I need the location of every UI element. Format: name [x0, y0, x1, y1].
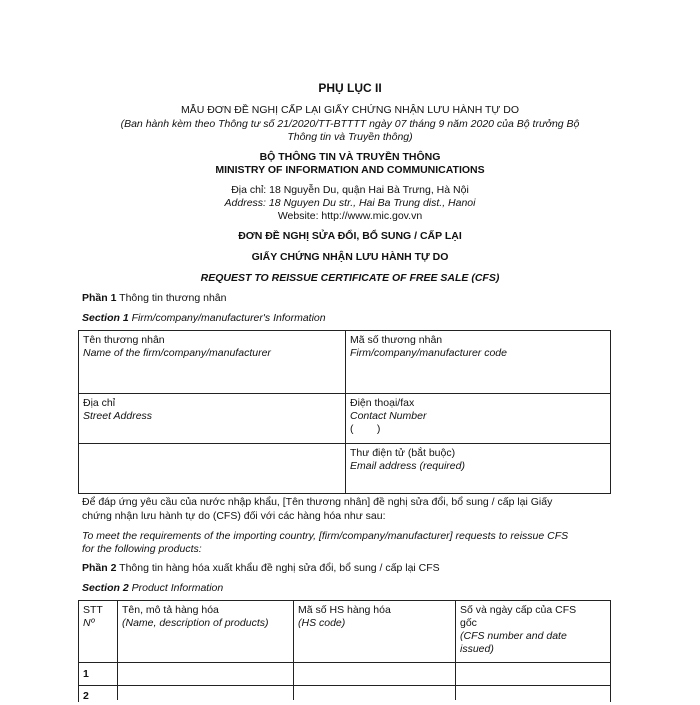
ministry-vi: BỘ THÔNG TIN VÀ TRUYỀN THÔNG: [259, 151, 441, 163]
table1-divider-row2: [78, 443, 611, 444]
table-row: 2: [83, 690, 89, 702]
section2-label: Section 2: [82, 582, 129, 594]
request-paragraph-vi-line2: chứng nhận lưu hành tự do (CFS) đối với các hàng hóa như sau:: [82, 510, 386, 522]
col-stt-header: [80, 602, 116, 632]
section1-title: Firm/company/manufacturer's Information: [128, 312, 326, 324]
part2-title: Thông tin hàng hóa xuất khẩu đề nghị sửa đổi, bổ sung / cấp lại CFS: [116, 562, 440, 574]
col-hs-code-label-en: (HS code): [298, 617, 346, 629]
table1-divider-vertical: [345, 330, 346, 494]
website: Website: http://www.mic.gov.vn: [277, 210, 423, 222]
form-title: MẪU ĐƠN ĐỀ NGHỊ CẤP LẠI GIẤY CHỨNG NHẬN LƯU HÀNH TỰ DO: [180, 104, 520, 116]
firm-email-label-en: Email address (required): [350, 460, 465, 472]
firm-email-label-vi: Thư điện tử (bắt buộc): [350, 447, 456, 459]
address-en: Address: 18 Nguyen Du str., Hai Ba Trung dist., Hanoi: [224, 197, 476, 209]
request-title-vi-line1: ĐƠN ĐỀ NGHỊ SỬA ĐỔI, BỔ SUNG / CẤP LẠI: [238, 230, 462, 242]
firm-phone-value: ( ): [350, 423, 381, 435]
col-cfs-label-en-line2: issued): [460, 643, 494, 655]
request-paragraph-en-line2: for the following products:: [82, 543, 202, 555]
firm-phone-label-en: Contact Number: [350, 410, 427, 422]
table1-divider-row1: [78, 393, 611, 394]
col-hs-code-header: [295, 602, 453, 632]
issued-note-line1: (Ban hành kèm theo Thông tư số 21/2020/TT-BTTTT ngày 07 tháng 9 năm 2020 của Bộ trưởng Bộ: [120, 118, 580, 130]
part1-title: Thông tin thương nhân: [116, 292, 227, 304]
col-stt-label-vi: STT: [83, 604, 103, 616]
firm-phone-label-vi: Điện thoại/fax: [350, 397, 415, 409]
request-title-vi-line2: GIẤY CHỨNG NHẬN LƯU HÀNH TỰ DO: [251, 251, 449, 263]
issued-note-line2: Thông tin và Truyền thông): [287, 131, 413, 143]
appendix-title: PHỤ LỤC II: [318, 81, 382, 95]
col-product-name-label-vi: Tên, mô tả hàng hóa: [122, 604, 219, 616]
col-cfs-number-header: [457, 602, 609, 658]
col-hs-code-label-vi: Mã số HS hàng hóa: [298, 604, 391, 616]
section1-label: Section 1: [82, 312, 129, 324]
firm-address-cell[interactable]: [80, 395, 342, 425]
part2-heading: [82, 561, 622, 575]
section1-heading: [82, 311, 622, 325]
firm-code-label-vi: Mã số thương nhân: [350, 334, 443, 346]
firm-code-label-en: Firm/company/manufacturer code: [350, 347, 507, 359]
firm-phone-cell[interactable]: [347, 395, 609, 438]
table2-divider-row1: [78, 685, 611, 686]
col-cfs-label-vi-line1: Số và ngày cấp của CFS: [460, 604, 577, 616]
ministry-en: MINISTRY OF INFORMATION AND COMMUNICATIONS: [215, 164, 485, 176]
table2-divider-header: [78, 662, 611, 663]
table-row: 1: [83, 668, 89, 680]
part1-label: Phần 1: [82, 292, 117, 304]
col-product-name-header: [119, 602, 292, 632]
firm-name-cell[interactable]: [80, 332, 342, 362]
firm-name-label-en: Name of the firm/company/manufacturer: [83, 347, 271, 359]
request-title-en: REQUEST TO REISSUE CERTIFICATE OF FREE SALE (CFS): [200, 272, 500, 284]
firm-code-cell[interactable]: [347, 332, 609, 362]
request-paragraph-en-line1: To meet the requirements of the importing country, [firm/company/manufacturer] requests to reissue CFS: [82, 530, 569, 542]
firm-email-cell[interactable]: [347, 445, 609, 475]
section2-heading: [82, 581, 622, 595]
col-stt-label-en: Nº: [83, 617, 95, 629]
part1-heading: [82, 291, 622, 305]
address-vi: Địa chỉ: 18 Nguyễn Du, quận Hai Bà Trưng, Hà Nội: [231, 184, 469, 196]
firm-name-label-vi: Tên thương nhân: [83, 334, 165, 346]
request-paragraph-vi-line1: Để đáp ứng yêu cầu của nước nhập khẩu, [Tên thương nhân] đề nghị sửa đổi, bổ sung / cấp lại Giấy: [82, 496, 553, 508]
part2-label: Phần 2: [82, 562, 117, 574]
col-cfs-label-vi-line2: gốc: [460, 617, 477, 629]
firm-address-label-vi: Địa chỉ: [83, 397, 116, 409]
col-cfs-label-en-line1: (CFS number and date: [460, 630, 567, 642]
section2-title: Product Information: [128, 582, 224, 594]
firm-address-label-en: Street Address: [83, 410, 153, 422]
col-product-name-label-en: (Name, description of products): [122, 617, 269, 629]
